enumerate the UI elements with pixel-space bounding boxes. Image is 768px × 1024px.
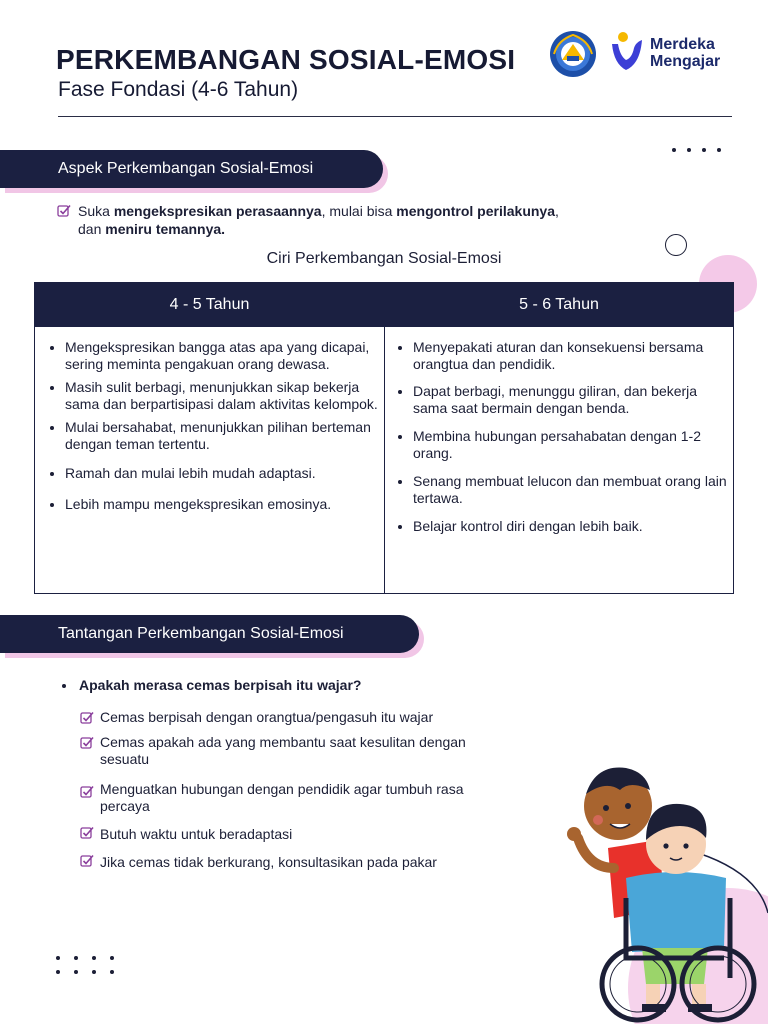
answer-item: Menguatkan hubungan dengan pendidik agar tumbuh rasa percaya [100,781,464,814]
intro-bold-text: mengekspresikan perasaannya [113,203,322,219]
aspek-description [78,202,658,238]
header-divider [58,116,732,117]
list-item: Masih sulit berbagi, menunjukkan sikap bekerja sama dan berpartisipasi dalam aktivitas kelompok. [49,379,379,413]
table-header-4-5: 4 - 5 Tahun [169,296,250,313]
merdeka-mengajar-logo-icon [610,30,644,78]
children-wheelchair-illustration [548,748,768,1024]
checkbox-icon [80,854,94,868]
list-item: Membina hubungan persahabatan dengan 1-2 orang. [397,428,727,462]
list-item: Mengekspresikan bangga atas apa yang dicapai, sering meminta pengakuan orang dewasa. [49,339,379,373]
page-subtitle: Fase Fondasi (4-6 Tahun) [58,78,299,101]
list-item: Senang membuat lelucon dan membuat orang lain tertawa. [397,473,727,507]
intro-text: , mulai bisa [321,203,397,219]
intro-text: , [555,203,559,219]
table-column-4-5 [49,339,379,513]
table-title: Ciri Perkembangan Sosial-Emosi [266,250,502,267]
list-item: Ramah dan mulai lebih mudah adaptasi. [49,465,379,482]
decorative-dots-bottom [56,956,114,974]
list-item: Menyepakati aturan dan konsekuensi bersama orangtua dan pendidik. [397,339,727,373]
list-item: Belajar kontrol diri dengan lebih baik. [397,518,727,535]
characteristics-table [34,282,734,594]
section-heading-aspek: Aspek Perkembangan Sosial-Emosi [0,150,383,188]
answer-item: Jika cemas tidak berkurang, konsultasikan pada pakar [100,854,437,870]
checkbox-icon [80,826,94,840]
intro-bold-text: meniru temannya. [105,221,226,237]
challenge-question: Apakah merasa cemas berpisah itu wajar? [62,677,361,693]
table-header-5-6: 5 - 6 Tahun [384,283,733,327]
intro-text: dan [78,221,106,237]
list-item: Lebih mampu mengekspresikan emosinya. [49,496,379,513]
page-title: PERKEMBANGAN SOSIAL-EMOSI [56,44,516,75]
answer-item: Cemas apakah ada yang membantu saat kesulitan dengan sesuatu [100,734,466,767]
checkbox-icon [80,785,94,799]
merdeka-mengajar-wordmark: Merdeka Mengajar [650,36,721,70]
table-column-5-6 [397,339,727,535]
kemendikbud-logo-icon [548,30,598,78]
answer-item: Cemas berpisah dengan orangtua/pengasuh itu wajar [100,709,434,725]
intro-text: Suka [78,203,114,219]
answer-item: Butuh waktu untuk beradaptasi [100,826,293,842]
decorative-dots-top [672,148,721,152]
list-item: Mulai bersahabat, menunjukkan pilihan berteman dengan teman tertentu. [49,419,379,453]
checkbox-icon [80,711,94,725]
intro-bold-text: mengontrol perilakunya [396,203,555,219]
table-column-divider [384,283,385,593]
checkbox-icon [80,736,94,750]
checkbox-icon [57,204,71,218]
section-heading-tantangan: Tantangan Perkembangan Sosial-Emosi [0,615,419,653]
list-item: Dapat berbagi, menunggu giliran, dan bekerja sama saat bermain dengan benda. [397,383,727,417]
